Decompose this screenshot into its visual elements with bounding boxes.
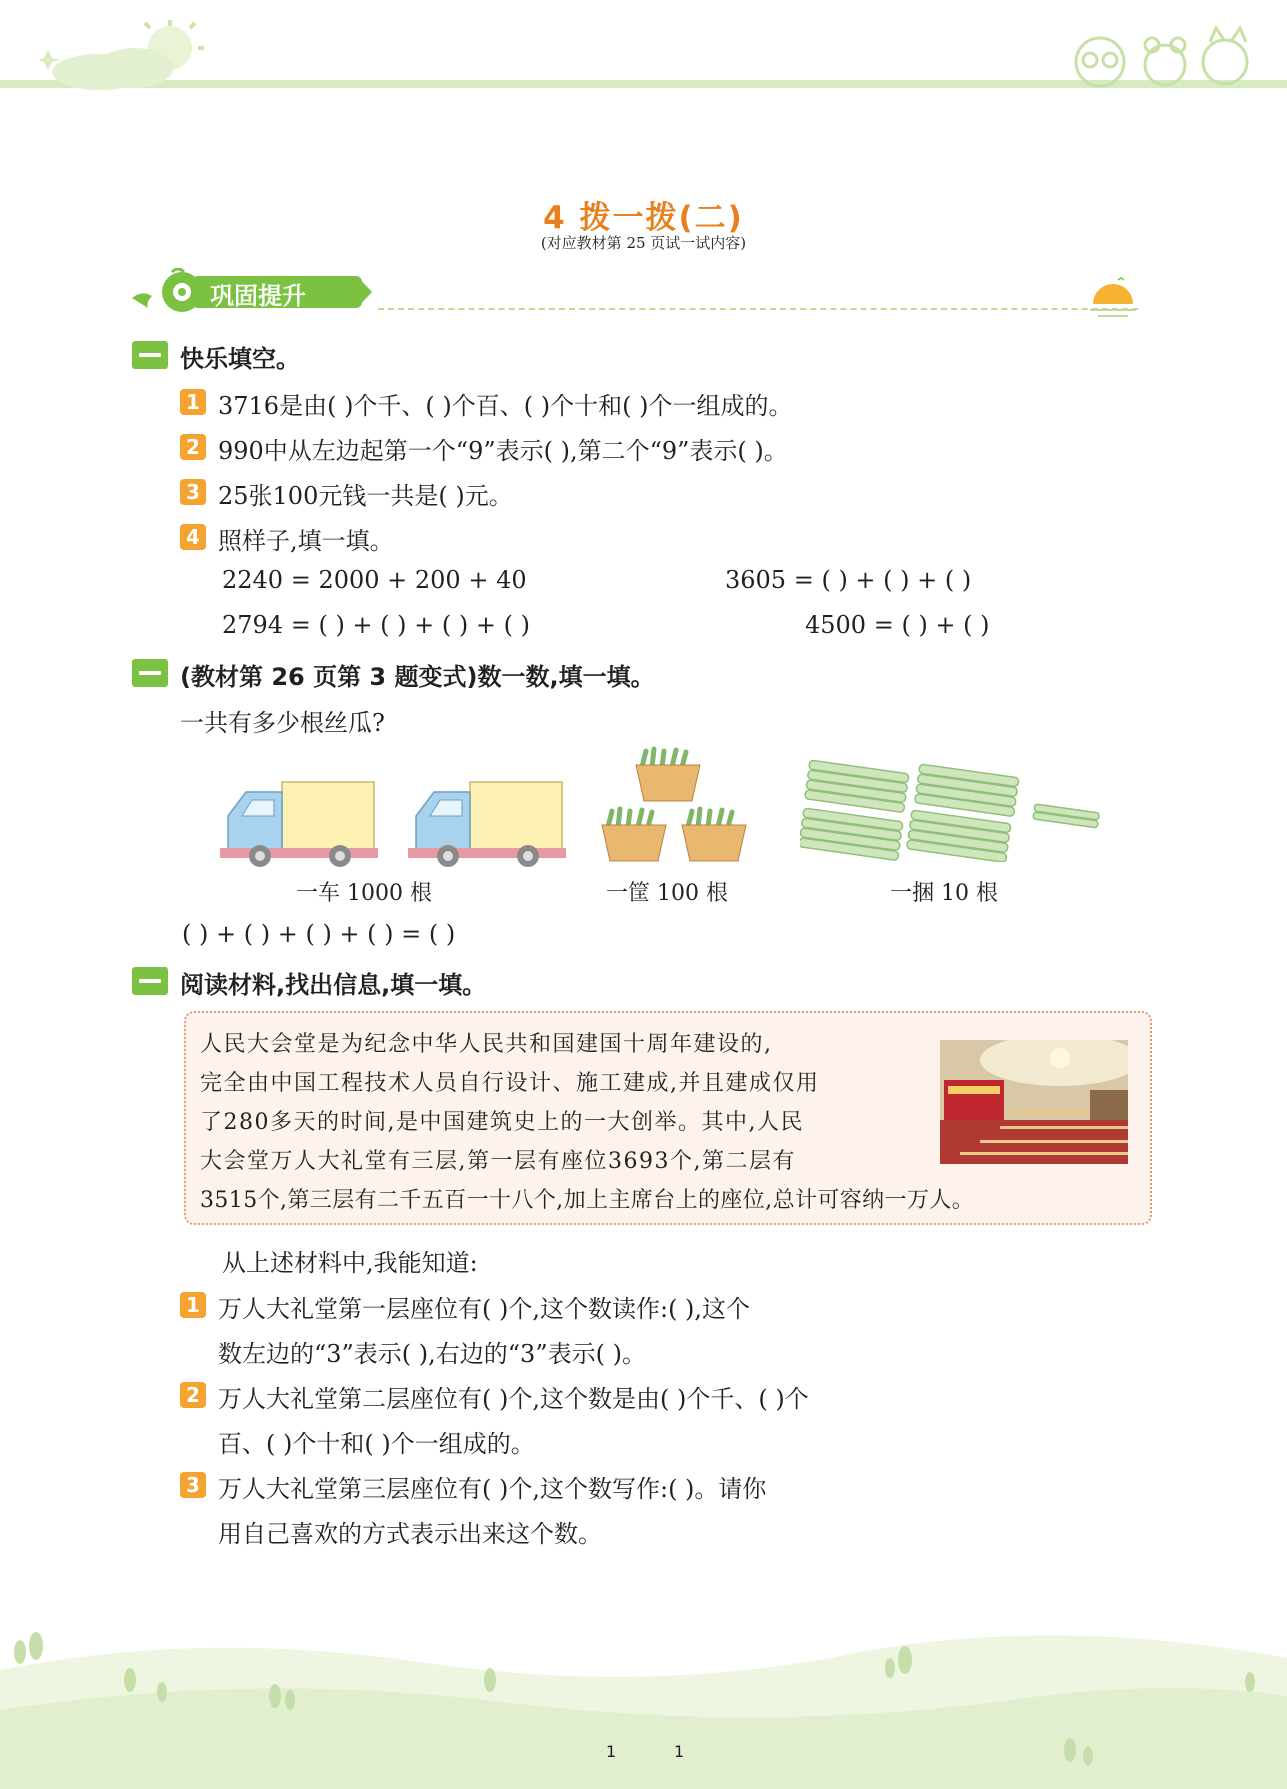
section-divider bbox=[378, 308, 1138, 310]
basket-icon bbox=[600, 745, 750, 875]
item-number: 3 bbox=[180, 1472, 206, 1498]
page-number-right: 1 bbox=[674, 1742, 685, 1761]
paragraph-line: 了280多天的时间,是中国建筑史上的一大创举。其中,人民 bbox=[200, 1110, 804, 1135]
equation-blank: 3605 = ( ) + ( ) + ( ) bbox=[725, 566, 972, 594]
truck-icon bbox=[220, 780, 380, 870]
item-number: 1 bbox=[180, 389, 206, 415]
question-text: 万人大礼堂第二层座位有( )个,这个数是由( )个千、( )个 bbox=[218, 1385, 809, 1413]
hills-decoration bbox=[0, 1600, 1287, 1789]
paragraph-line: 大会堂万人大礼堂有三层,第一层有座位3693个,第二层有 bbox=[200, 1149, 796, 1174]
question-text: 数左边的“3”表示( ),右边的“3”表示( )。 bbox=[218, 1340, 646, 1368]
question-text: 万人大礼堂第三层座位有( )个,这个数写作:( )。请你 bbox=[218, 1475, 767, 1503]
section-2-title: (教材第 26 页第 3 题变式)数一数,填一填。 bbox=[180, 663, 655, 691]
intro-text: 从上述材料中,我能知道: bbox=[222, 1249, 478, 1277]
item-number: 3 bbox=[180, 479, 206, 505]
question-text: 一共有多少根丝瓜? bbox=[180, 709, 385, 737]
bundle-caption: 一捆 10 根 bbox=[890, 881, 998, 906]
question-text: 照样子,填一填。 bbox=[218, 527, 394, 555]
equation-blank: 2794 = ( ) + ( ) + ( ) + ( ) bbox=[222, 611, 530, 639]
section-2-badge bbox=[132, 659, 168, 687]
section-1-badge bbox=[132, 341, 168, 369]
truck-caption: 一车 1000 根 bbox=[296, 881, 432, 906]
page-title: 4 拨一拨(二) bbox=[543, 200, 744, 236]
item-number: 2 bbox=[180, 1382, 206, 1408]
page-number-left: 1 bbox=[606, 1742, 617, 1761]
great-hall-photo bbox=[940, 1040, 1128, 1164]
paragraph-line: 人民大会堂是为纪念中华人民共和国建国十周年建设的, bbox=[200, 1032, 773, 1057]
page-subtitle: (对应教材第 25 页试一试内容) bbox=[540, 234, 747, 252]
question-text: 万人大礼堂第一层座位有( )个,这个数读作:( ),这个 bbox=[218, 1295, 751, 1323]
equation-blank: 4500 = ( ) + ( ) bbox=[805, 611, 990, 639]
question-text: 用自己喜欢的方式表示出来这个数。 bbox=[218, 1520, 602, 1548]
loofah-bundle-icon bbox=[800, 752, 1110, 862]
paragraph-line: 3515个,第三层有二千五百一十八个,加上主席台上的座位,总计可容纳一万人。 bbox=[200, 1188, 975, 1213]
animal-faces-icon bbox=[1060, 20, 1260, 90]
question-text: 3716是由( )个千、( )个百、( )个十和( )个一组成的。 bbox=[218, 392, 793, 420]
paragraph-line: 完全由中国工程技术人员自行设计、施工建成,并且建成仅用 bbox=[200, 1071, 820, 1096]
answer-equation: ( ) + ( ) + ( ) + ( ) = ( ) bbox=[182, 920, 456, 948]
section-3-badge bbox=[132, 967, 168, 995]
sunset-icon bbox=[1088, 276, 1138, 322]
equation-example: 2240 = 2000 + 200 + 40 bbox=[222, 566, 527, 594]
item-number: 4 bbox=[180, 524, 206, 550]
section-3-title: 阅读材料,找出信息,填一填。 bbox=[180, 971, 487, 999]
question-text: 25张100元钱一共是( )元。 bbox=[218, 482, 513, 510]
section-1-title: 快乐填空。 bbox=[180, 345, 300, 373]
section-banner-label: 巩固提升 bbox=[210, 282, 306, 310]
cloud-sun-icon bbox=[40, 20, 210, 90]
basket-caption: 一筐 100 根 bbox=[606, 881, 728, 906]
truck-icon bbox=[408, 780, 568, 870]
item-number: 1 bbox=[180, 1292, 206, 1318]
item-number: 2 bbox=[180, 434, 206, 460]
question-text: 990中从左边起第一个“9”表示( ),第二个“9”表示( )。 bbox=[218, 437, 788, 465]
question-text: 百、( )个十和( )个一组成的。 bbox=[218, 1430, 535, 1458]
